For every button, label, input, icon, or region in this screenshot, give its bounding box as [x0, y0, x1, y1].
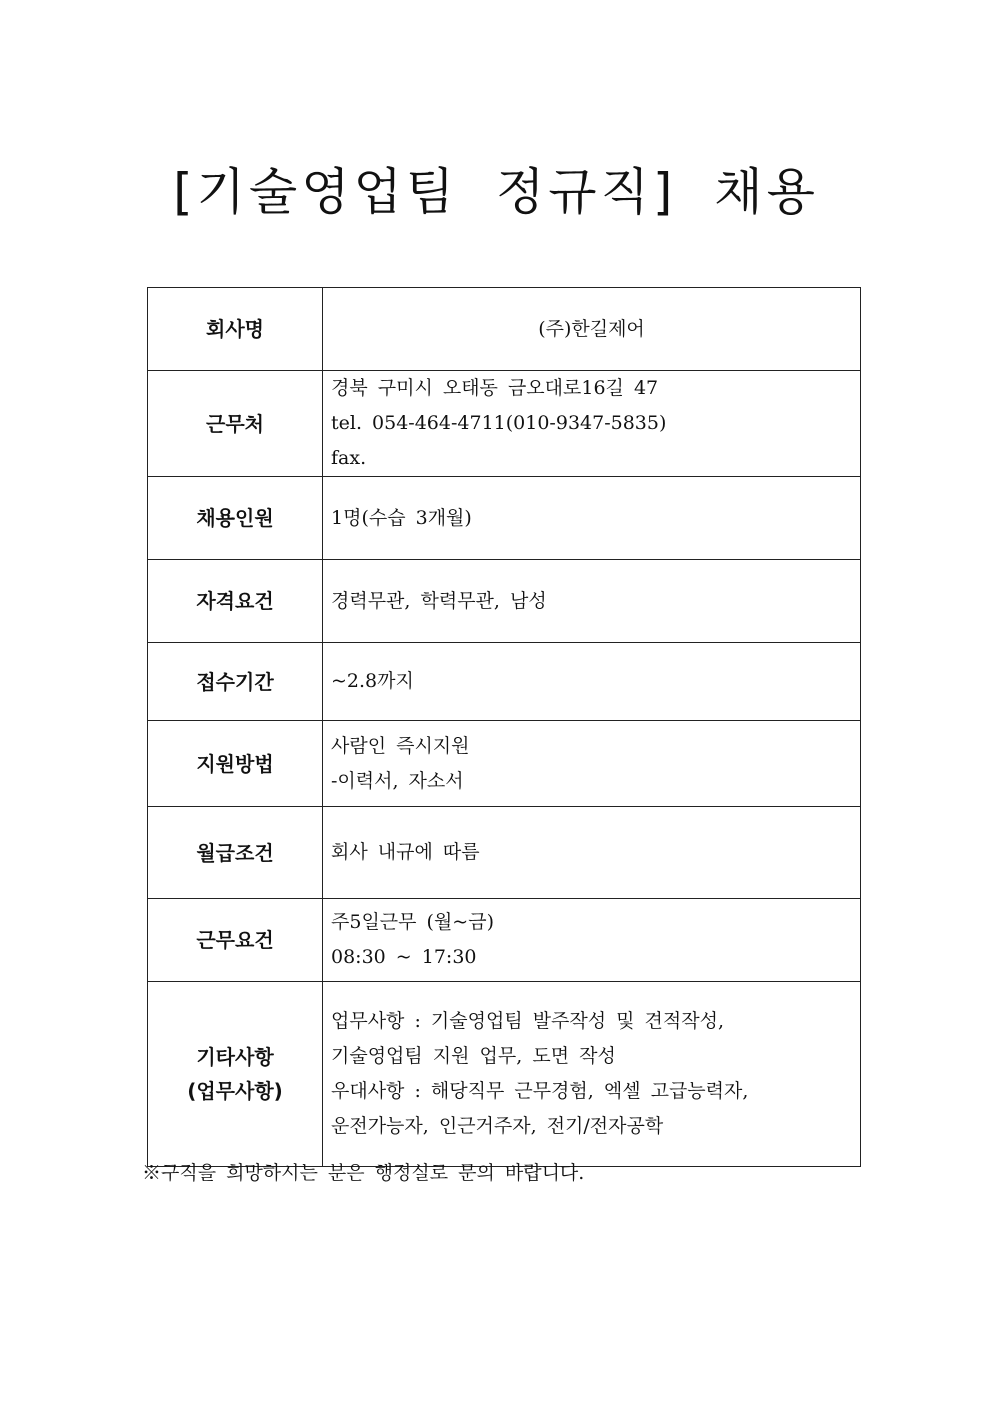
footnote: ※구직을 희망하시는 분은 행정실로 문의 바랍니다. — [142, 1162, 585, 1184]
row-label: 월급조건 — [148, 807, 323, 899]
tel-line: tel. 054-464-4711(010-9347-5835) — [331, 412, 667, 434]
apply-method-line: 사람인 즉시지원 — [331, 734, 470, 757]
row-value — [323, 721, 861, 807]
work-days-line: 주5일근무 (월~금) — [331, 911, 494, 933]
apply-method-line: -이력서, 자소서 — [331, 769, 464, 792]
row-value — [323, 477, 861, 560]
row-label: 근무처 — [148, 371, 323, 477]
table-row — [148, 899, 861, 982]
row-value — [323, 288, 861, 371]
table-row — [148, 721, 861, 807]
duty-line: 기술영업팀 지원 업무, 도면 작성 — [331, 1045, 616, 1067]
preference-line: 운전가능자, 인근거주자, 전기/전자공학 — [331, 1115, 664, 1137]
table-row — [148, 288, 861, 371]
row-label: 회사명 — [148, 288, 323, 371]
row-label-main: 기타사항 — [196, 1045, 274, 1069]
fax-line: fax. — [331, 447, 367, 469]
row-value — [323, 643, 861, 721]
salary-text: 회사 내규에 따름 — [331, 841, 480, 863]
row-label: 자격요건 — [148, 560, 323, 643]
table-row — [148, 807, 861, 899]
row-label-sub: (업무사항) — [187, 1079, 283, 1103]
row-label — [148, 982, 323, 1167]
page-title: [기술영업팀 정규직] 채용 — [173, 163, 819, 221]
row-value — [323, 371, 861, 477]
row-label: 지원방법 — [148, 721, 323, 807]
row-value — [323, 560, 861, 643]
duty-line: 업무사항 : 기술영업팀 발주작성 및 견적작성, — [331, 1010, 725, 1032]
table-row — [148, 560, 861, 643]
table-row — [148, 982, 861, 1167]
row-value — [323, 807, 861, 899]
company-name: (주)한길제어 — [538, 317, 645, 340]
deadline-text: ~2.8까지 — [331, 670, 414, 692]
headcount-text: 1명(수습 3개월) — [331, 506, 472, 529]
row-value — [323, 982, 861, 1167]
address-line: 경북 구미시 오태동 금오대로16길 47 — [331, 377, 659, 399]
row-value — [323, 899, 861, 982]
table-row — [148, 643, 861, 721]
preference-line: 우대사항 : 해당직무 근무경험, 엑셀 고급능력자, — [331, 1080, 749, 1102]
row-label: 근무요건 — [148, 899, 323, 982]
row-label: 접수기간 — [148, 643, 323, 721]
row-label: 채용인원 — [148, 477, 323, 560]
work-hours-line: 08:30 ~ 17:30 — [331, 946, 477, 968]
table-row — [148, 371, 861, 477]
job-info-table — [147, 287, 861, 1167]
qualification-text: 경력무관, 학력무관, 남성 — [331, 589, 547, 612]
table-row — [148, 477, 861, 560]
